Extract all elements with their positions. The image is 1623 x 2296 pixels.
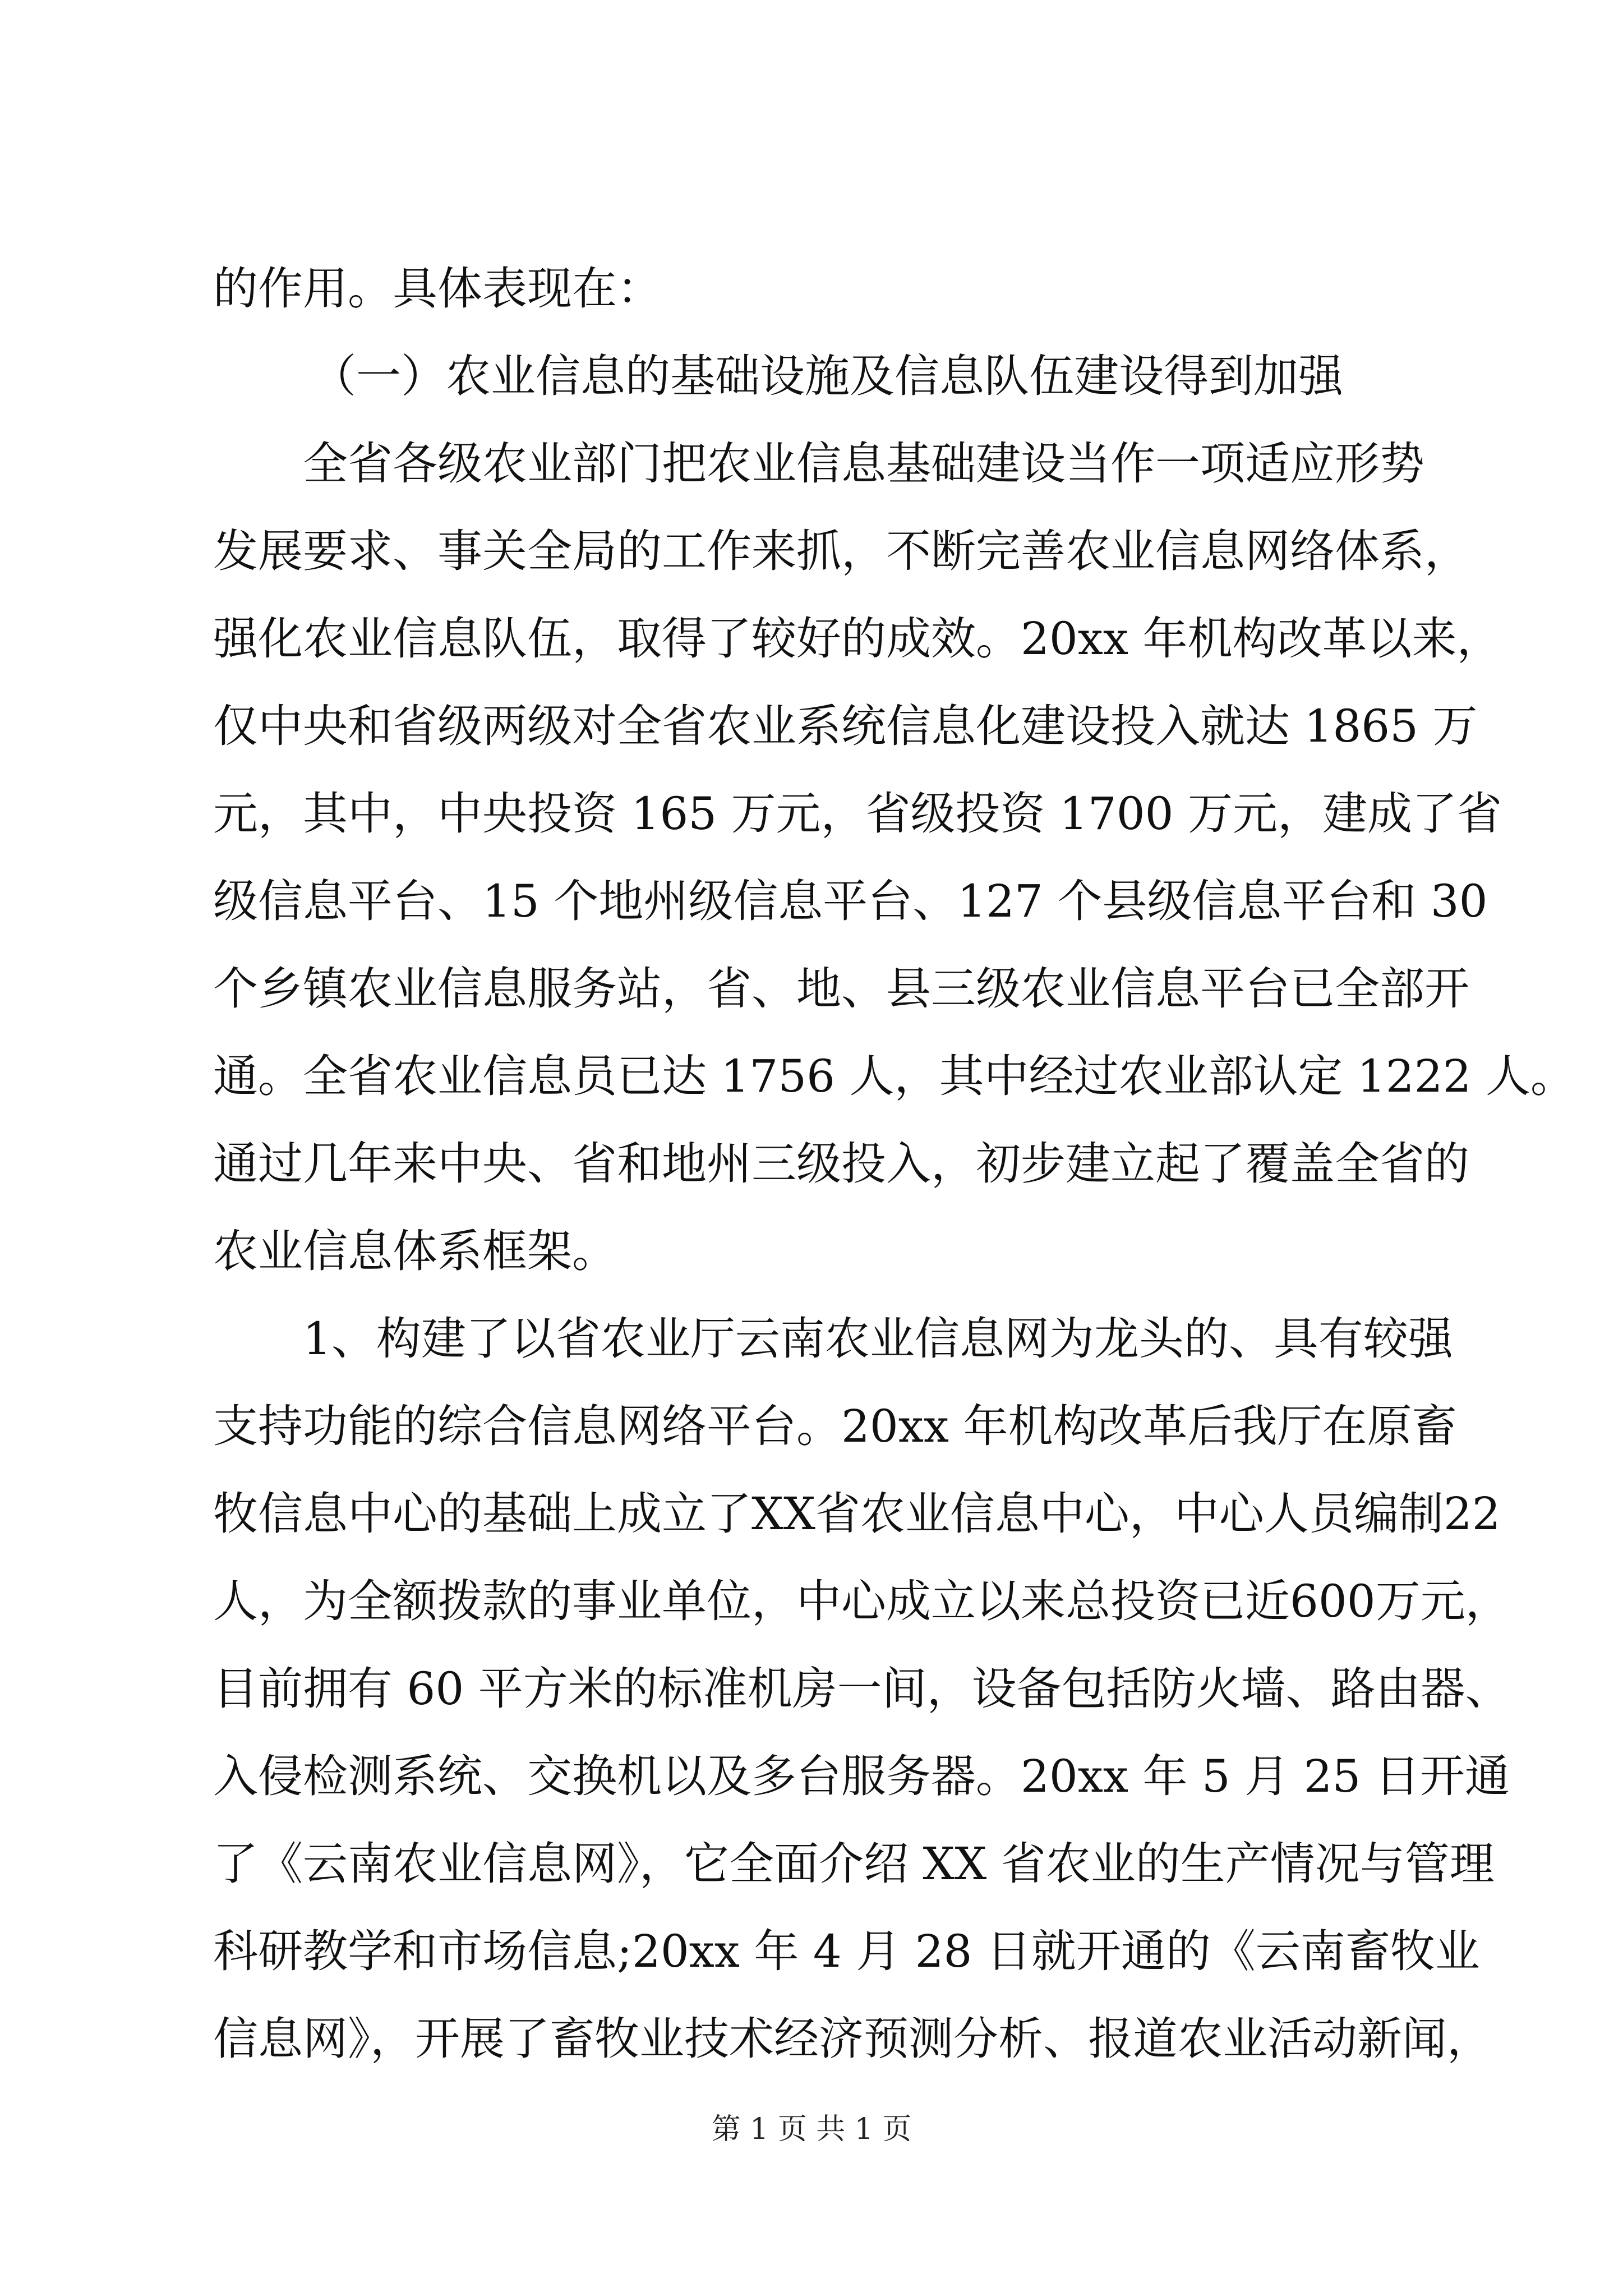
text-line: 科研教学和市场信息;20xx 年 4 月 28 日就开通的《云南畜牧业 (213, 1925, 1480, 1977)
section-heading: （一）农业信息的基础设施及信息队伍建设得到加强 (311, 350, 1343, 402)
text-line: 1、构建了以省农业厅云南农业信息网为龙头的、具有较强 (303, 1313, 1453, 1365)
text-line: 发展要求、事关全局的工作来抓，不断完善农业信息网络体系， (213, 525, 1469, 577)
text-line: 的作用。具体表现在： (213, 263, 662, 315)
text-line: 目前拥有 60 平方米的标准机房一间，设备包括防火墙、路由器、 (213, 1663, 1510, 1715)
text-line: 个乡镇农业信息服务站，省、地、县三级农业信息平台已全部开 (213, 963, 1469, 1015)
text-line: 支持功能的综合信息网络平台。20xx 年机构改革后我厅在原畜 (213, 1400, 1457, 1452)
page-footer (0, 2107, 1623, 2152)
text-line: 通。全省农业信息员已达 1756 人，其中经过农业部认定 1222 人。 (213, 1050, 1575, 1102)
text-line: 人，为全额拨款的事业单位，中心成立以来总投资已近600万元， (213, 1575, 1510, 1627)
text-line: 级信息平台、15 个地州级信息平台、127 个县级信息平台和 30 (213, 875, 1488, 927)
text-line: 仅中央和省级两级对全省农业系统信息化建设投入就达 1865 万 (213, 700, 1478, 752)
text-line: 入侵检测系统、交换机以及多台服务器。20xx 年 5 月 25 日开通 (213, 1750, 1510, 1802)
text-line: 农业信息体系框架。 (213, 1225, 617, 1277)
text-line: 信息网》，开展了畜牧业技术经济预测分析、报道农业活动新闻， (213, 2013, 1492, 2065)
text-line: 元，其中，中央投资 165 万元，省级投资 1700 万元，建成了省 (213, 788, 1502, 840)
text-line: 牧信息中心的基础上成立了XX省农业信息中心，中心人员编制22 (213, 1488, 1501, 1540)
text-line: 了《云南农业信息网》，它全面介绍 XX 省农业的生产情况与管理 (213, 1838, 1495, 1890)
text-line: 全省各级农业部门把农业信息基础建设当作一项适应形势 (303, 438, 1424, 490)
text-line: 通过几年来中央、省和地州三级投入，初步建立起了覆盖全省的 (213, 1138, 1469, 1190)
text-line: 强化农业信息队伍，取得了较好的成效。20xx 年机构改革以来， (213, 613, 1502, 665)
page-number-label: 第 1 页 共 1 页 (711, 2113, 912, 2146)
